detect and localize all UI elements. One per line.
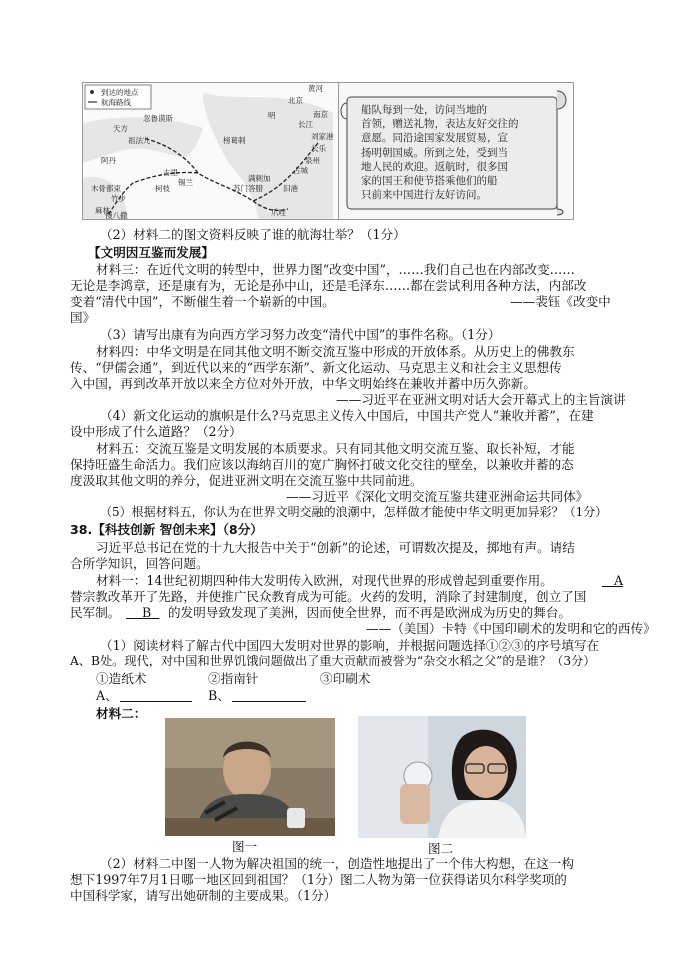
scroll-text <box>361 103 551 202</box>
question-4: 设中形成了什么道路？（2分） <box>70 424 242 439</box>
map-label: 长江 <box>298 120 313 129</box>
question-1: （1）阅读材料了解古代中国四大发明对世界的影响，并根据问题选择①②③的序号填写在 <box>100 638 600 653</box>
map-label: 黄河 <box>308 84 323 93</box>
photo-figure-2 <box>358 716 526 838</box>
question-1: A、B处。现代，对中国和世界饥饿问题做出了重大贡献而被誉为“杂交水稻之父”的是谁？（3分） <box>70 654 596 668</box>
option-2: ②指南针 <box>208 671 259 686</box>
map-label: 明 <box>268 111 276 120</box>
option-1: ①造纸术 <box>96 671 147 686</box>
scroll-line: 意愿。同沿途国家发展贸易，宣 <box>361 132 508 145</box>
scroll-panel <box>338 82 574 220</box>
map-legend-route: 航海路线 <box>101 98 131 107</box>
material-3-line: 材料三：在近代文明的转型中，世界力图“改变中国”，……我们自己也在内部改变…… <box>96 262 575 277</box>
source-line: ——裴钰《改变中 <box>510 294 611 309</box>
material-1-line: 材料一：14世纪初期四种伟大发明传入欧洲，对现代世界的形成曾起到重要作用。 <box>96 573 553 588</box>
answer-a-line[interactable] <box>120 701 192 702</box>
photo-figure-1 <box>165 718 335 836</box>
map-label: 木骨都束 <box>91 184 121 193</box>
material-4-line: 入中国，再到改革开放以来全方位对外开放，中华文明始终在兼收并蓄中历久弥新。 <box>70 376 536 391</box>
question-5: （5）根据材料五，你认为在世界文明交融的浪潮中，怎样做才能使中华文明更加异彩？（1分） <box>100 505 608 519</box>
map-label: 柯枝 <box>155 184 170 193</box>
question-2b: 想下1997年7月1日哪一地区回到祖国？（1分）图二人物为第一位获得诺贝尔科学奖项的 <box>70 872 567 887</box>
material-1-line: 替宗教改革开了先路，并使推广民众教育成为可能。火药的发明，消除了封建制度，创立了国 <box>70 589 587 604</box>
blank-b: B <box>142 605 152 620</box>
source-line: 国》 <box>70 310 96 325</box>
scroll-line: 只前来中国进行友好访问。 <box>361 189 487 202</box>
question-2b: 中国科学家，请写出她研制的主要成果。（1分） <box>70 888 337 903</box>
blank-a: A <box>614 573 624 588</box>
material-4-line: 传、“伊儒会通”，到近代以来的“西学东渐”、新文化运动、马克思主义和社会主义思想传 <box>70 360 562 375</box>
question-2: （2）材料二的图文资料反映了谁的航海壮举？（1分） <box>100 227 406 242</box>
source-line: ——习近平在亚洲文明对话大会开幕式上的主旨演讲 <box>336 392 626 407</box>
material-1-line: 民军制。 <box>70 605 121 620</box>
material-5-line: 保持旺盛生命活力。我们应该以海纳百川的宽广胸怀打破文化交往的壁垒，以兼收并蓄的态 <box>70 457 574 472</box>
material-1-line: 的发明导致发现了美洲，因而使全世界，而不再是欧洲成为历史的舞台。 <box>168 605 571 620</box>
map-label: 长乐 <box>311 144 326 153</box>
map-label: 爪哇 <box>271 208 286 217</box>
map-label: 南京 <box>313 110 328 119</box>
scroll-line: 地人民的欢迎。返航时，很多国 <box>361 160 508 173</box>
map-label: 北京 <box>288 96 303 105</box>
answer-b-label: B、 <box>208 688 230 703</box>
map-label: 旧港 <box>283 184 298 193</box>
question-4: （4）新文化运动的旗帜是什么?马克思主义传入中国后，中国共产党人“兼收并蓄”，在建 <box>100 408 594 423</box>
map-label: 天方 <box>113 124 128 133</box>
answer-a-label: A、 <box>96 688 118 703</box>
material-3-line: 无论是李鸿章，还是康有为，无论是孙中山，还是毛泽东……都在尝试利用各种方法，内部改 <box>70 278 587 293</box>
map-label: 阿丹 <box>101 156 116 165</box>
source-line: ——（美国）卡特《中国印刷术的发明和它的西传》 <box>366 621 656 636</box>
intro-line: 习近平总书记在党的十九大报告中关于“创新”的论述，可谓数次提及，掷地有声。请结 <box>96 540 575 555</box>
question-2b: （2）材料二中图一人物为解决祖国的统一，创造性地提出了一个伟大构想，在这一构 <box>100 856 574 871</box>
map-label: 苏门答腊 <box>233 184 263 193</box>
scroll-line: 船队每到一处，访问当地的 <box>361 104 487 116</box>
material-4-line: 材料四：中华文明是在同其他文明不断交流互鉴中形成的开放体系。从历史上的佛教东 <box>96 344 575 359</box>
map-legend-destination: 到达的地点 <box>101 88 139 97</box>
map-label: 竹步 <box>111 194 126 203</box>
intro-line: 合所学知识，回答问题。 <box>70 556 209 571</box>
question-3: （3）请写出康有为向西方学习努力改变“清代中国”的事件名称。（1分） <box>100 327 501 342</box>
map-label: 满剌加 <box>248 174 271 183</box>
map-label: 榜葛剌 <box>223 136 246 145</box>
voyage-map <box>82 82 340 220</box>
section-heading-civilization: 【文明因互鉴而发展】 <box>88 245 214 260</box>
answer-b-line[interactable] <box>232 701 306 702</box>
map-illustration <box>83 83 339 219</box>
scroll-line: 扬明朝国威。所到之处，受到当 <box>361 146 508 159</box>
map-label: 刘家港 <box>311 132 334 141</box>
map-label: 慢八撒 <box>105 211 128 219</box>
material-5-line: 材料五：交流互鉴是文明发展的本质要求。只有同其他文明交流互鉴、取长补短，才能 <box>96 441 575 456</box>
map-label: 占城 <box>293 166 308 175</box>
map-label: 麻林 <box>95 206 110 215</box>
material-2-label: 材料二： <box>96 706 147 721</box>
material-5-line: 度汲取其他文明的养分，促进亚洲文明在交流互鉴中共同前进。 <box>70 473 423 488</box>
caption-figure-2: 图二 <box>428 841 454 856</box>
map-label: 祖法儿 <box>128 136 151 145</box>
scroll-line: 首领，赠送礼物，表达友好交往的 <box>361 118 519 131</box>
source-line: ——习近平《深化文明交流互鉴共建亚洲命运共同体》 <box>286 489 589 504</box>
map-label: 泉州 <box>305 156 320 165</box>
map-label: 忽鲁谟斯 <box>143 114 173 123</box>
scroll-line: 家的国王和使节搭乘他们的船 <box>361 175 498 188</box>
question-38-heading: 38.【科技创新 智创未来】（8分） <box>70 522 263 537</box>
caption-figure-1: 图一 <box>232 839 258 854</box>
option-3: ③印刷术 <box>320 671 371 686</box>
material-3-line: 变着“清代中国”，不断催生着一个崭新的中国。 <box>70 294 335 309</box>
map-label: 古里 <box>163 168 178 177</box>
map-label: 锡兰 <box>178 178 193 187</box>
